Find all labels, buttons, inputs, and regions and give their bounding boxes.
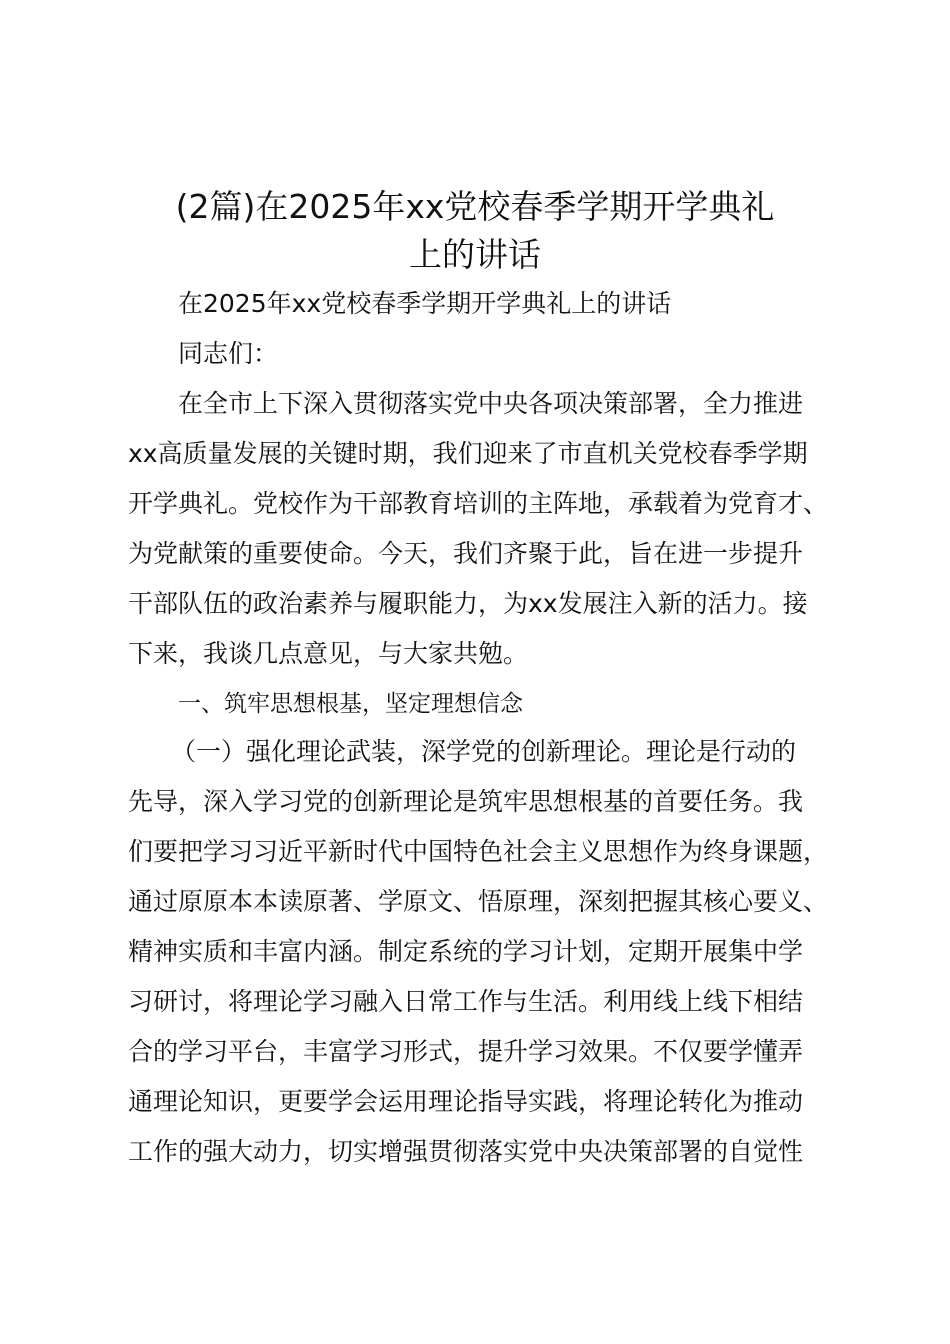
document-subtitle: 在2025年xx党校春季学期开学典礼上的讲话 [178, 289, 672, 318]
paragraph-line: 工作的强大动力，切实增强贯彻落实党中央决策部署的自觉性 [128, 1137, 804, 1166]
section-heading-1: 一、筑牢思想根基，坚定理想信念 [178, 691, 523, 717]
document-title-line-2: 上的讲话 [409, 235, 541, 274]
paragraph-intro [128, 379, 840, 679]
paragraph-theory [128, 727, 840, 1177]
paragraph-line: 精神实质和丰富内涵。制定系统的学习计划，定期开展集中学 [128, 937, 804, 966]
paragraph-line: 开学典礼。党校作为干部教育培训的主阵地，承载着为党育才、 [128, 489, 829, 518]
paragraph-line: 习研讨，将理论学习融入日常工作与生活。利用线上线下相结 [128, 987, 804, 1016]
paragraph-line: 合的学习平台，丰富学习形式，提升学习效果。不仅要学懂弄 [128, 1037, 804, 1066]
paragraph-line: 为党献策的重要使命。今天，我们齐聚于此，旨在进一步提升 [128, 539, 804, 568]
paragraph-line: xx高质量发展的关键时期，我们迎来了市直机关党校春季学期 [128, 439, 808, 468]
paragraph-line: 们要把学习习近平新时代中国特色社会主义思想作为终身课题， [128, 837, 829, 866]
paragraph-line: 先导，深入学习党的创新理论是筑牢思想根基的首要任务。我 [128, 787, 804, 816]
paragraph-line: （一）强化理论武装，深学党的创新理论。理论是行动的 [171, 737, 797, 766]
paragraph-line: 干部队伍的政治素养与履职能力，为xx发展注入新的活力。接 [128, 589, 808, 618]
paragraph-line: 通过原原本本读原著、学原文、悟原理，深刻把握其核心要义、 [128, 887, 829, 916]
paragraph-line: 通理论知识，更要学会运用理论指导实践，将理论转化为推动 [128, 1087, 804, 1116]
paragraph-line: 在全市上下深入贯彻落实党中央各项决策部署，全力推进 [178, 389, 804, 418]
paragraph-line: 下来，我谈几点意见，与大家共勉。 [128, 639, 529, 668]
salutation: 同志们： [178, 339, 279, 368]
document-title-line-1: (2篇)在2025年xx党校春季学期开学典礼 [175, 187, 775, 226]
